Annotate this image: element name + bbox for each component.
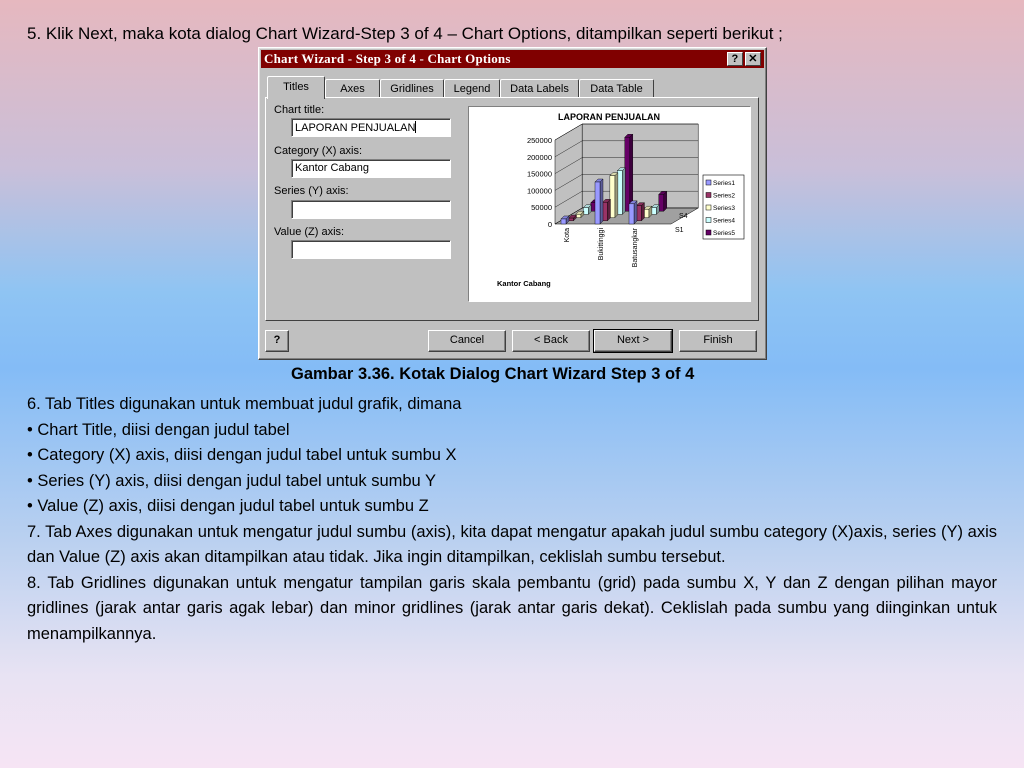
tab-gridlines[interactable]: Gridlines bbox=[380, 79, 444, 98]
bar bbox=[561, 219, 566, 224]
tab-data-table[interactable]: Data Table bbox=[579, 79, 654, 98]
next-button[interactable]: Next > bbox=[594, 330, 672, 352]
bar-side bbox=[634, 201, 637, 224]
bar bbox=[629, 204, 634, 224]
tab-axes[interactable]: Axes bbox=[325, 79, 380, 98]
tab-data-labels[interactable]: Data Labels bbox=[500, 79, 579, 98]
back-button[interactable]: < Back bbox=[512, 330, 590, 352]
side-wall bbox=[555, 124, 582, 224]
bullet-category-axis: • Category (X) axis, diisi dengan judul tabel untuk sumbu X bbox=[27, 446, 457, 464]
bar-side bbox=[600, 179, 603, 224]
legend-label: Series4 bbox=[713, 217, 736, 225]
chart-title-value: LAPORAN PENJUALAN bbox=[295, 122, 416, 134]
series-axis-label: S4 bbox=[679, 213, 688, 220]
chart-wizard-dialog bbox=[258, 47, 767, 360]
value-z-axis-input[interactable] bbox=[291, 240, 451, 259]
chart-preview bbox=[468, 106, 751, 302]
chart-title-label: Chart title: bbox=[274, 104, 325, 116]
legend-label: Series2 bbox=[713, 192, 736, 200]
dialog-title: Chart Wizard - Step 3 of 4 - Chart Options bbox=[264, 51, 511, 66]
paragraph-7: 7. Tab Axes digunakan untuk mengatur judul sumbu (axis), kita dapat mengatur apakah judul sumbu category (X)axis, series (Y) axis dan Value (Z) axis akan ditampilkan atau tidak. Jika ingin ditampilkan, ceklislah sumbu tersebut. bbox=[27, 522, 997, 566]
category-label: Kota bbox=[564, 228, 571, 243]
bar-side bbox=[622, 168, 625, 215]
bullet-value-axis: • Value (Z) axis, diisi dengan judul tabel untuk sumbu Z bbox=[27, 497, 429, 515]
tab-titles[interactable]: Titles bbox=[267, 76, 325, 99]
legend-swatch bbox=[706, 218, 711, 223]
body-text bbox=[27, 392, 997, 647]
dialog-titlebar bbox=[261, 50, 764, 68]
intro-text: 5. Klik Next, maka kota dialog Chart Wizard-Step 3 of 4 – Chart Options, ditampilkan seperti berikut ; bbox=[27, 24, 783, 43]
category-label: Bukittinggi bbox=[598, 228, 605, 261]
x-axis-title: Kantor Cabang bbox=[497, 279, 551, 288]
chart-preview-svg bbox=[469, 107, 750, 301]
figure-caption: Gambar 3.36. Kotak Dialog Chart Wizard Step 3 of 4 bbox=[291, 365, 695, 383]
finish-button[interactable]: Finish bbox=[679, 330, 757, 352]
z-tick-label: 200000 bbox=[526, 152, 552, 162]
help-question-icon[interactable]: ? bbox=[727, 52, 743, 66]
legend-swatch bbox=[706, 180, 711, 185]
z-tick-label: 50000 bbox=[531, 203, 552, 213]
category-label: Batusangkar bbox=[632, 228, 639, 268]
bar-side bbox=[615, 173, 618, 218]
series-y-axis-label: Series (Y) axis: bbox=[274, 185, 349, 197]
bar bbox=[595, 182, 600, 224]
legend-swatch bbox=[706, 193, 711, 198]
titles-panel bbox=[265, 97, 759, 321]
legend-label: Series3 bbox=[713, 205, 736, 212]
legend-label: Series1 bbox=[713, 180, 736, 187]
category-x-axis-label: Category (X) axis: bbox=[274, 145, 363, 157]
legend-label: Series5 bbox=[713, 230, 736, 237]
bar-side bbox=[607, 199, 610, 220]
z-tick-label: 100000 bbox=[526, 186, 552, 196]
category-x-axis-value: Kantor Cabang bbox=[295, 162, 369, 174]
series-axis-label: S1 bbox=[675, 227, 684, 234]
legend-swatch bbox=[706, 205, 711, 210]
z-tick-label: 0 bbox=[547, 220, 552, 229]
z-tick-label: 250000 bbox=[526, 136, 552, 145]
bar-side bbox=[664, 191, 667, 211]
value-z-axis-label: Value (Z) axis: bbox=[274, 226, 345, 238]
chart-title-input[interactable] bbox=[291, 118, 451, 137]
paragraph-8: 8. Tab Gridlines digunakan untuk mengatur tampilan garis skala pembantu (grid) pada sumbu X, Y dan Z dengan pilihan mayor gridlines (jarak antar garis agak lebar) dan minor gridlines (jarak antar garis dekat). Ceklislah pada sumbu yang diinginkan untuk menampilkannya. bbox=[27, 573, 997, 643]
bullet-series-axis: • Series (Y) axis, diisi dengan judul tabel untuk sumbu Y bbox=[27, 471, 437, 490]
z-tick-label: 150000 bbox=[526, 169, 552, 179]
bar-side bbox=[630, 134, 633, 211]
tab-legend[interactable]: Legend bbox=[444, 79, 500, 98]
paragraph-6: 6. Tab Titles digunakan untuk membuat judul grafik, dimana bbox=[27, 395, 462, 413]
series-y-axis-input[interactable] bbox=[291, 200, 451, 219]
category-x-axis-input[interactable] bbox=[291, 159, 451, 178]
office-assistant-button[interactable]: ? bbox=[265, 330, 289, 352]
legend-swatch bbox=[706, 230, 711, 235]
close-icon[interactable]: ✕ bbox=[745, 52, 761, 66]
chart-title: LAPORAN PENJUALAN bbox=[557, 112, 661, 122]
bullet-chart-title: • Chart Title, diisi dengan judul tabel bbox=[27, 420, 290, 439]
cancel-button[interactable]: Cancel bbox=[428, 330, 506, 352]
